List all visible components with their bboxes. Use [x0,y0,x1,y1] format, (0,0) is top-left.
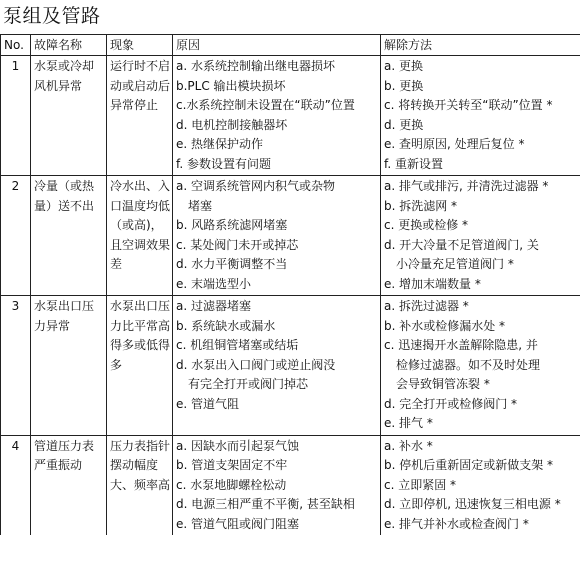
cause-item: d. 电机控制接触器坏 [176,117,288,132]
remedy-item: c. 更换或检修 * [384,218,469,232]
remedy-item: c. 将转换开关转至“联动”位置 * [384,98,553,112]
remedy-item: a. 更换 [384,59,423,73]
row-causes [173,296,381,436]
header-fault: 故障名称 [31,35,107,56]
row-causes [173,435,381,535]
cause-item: d. 水力平衡调整不当 [176,257,288,271]
cause-item: e. 管道气阻 [176,396,240,411]
remedy-item: e. 排气并补水或检查阀门 * [384,516,529,531]
row-fault [31,176,107,296]
cause-item: b. 管道支架固定不牢 [176,458,288,472]
remedy-item-continued: 小冷量充足管道阀门 * [396,257,514,271]
symptom-text: 冷水出、入口温度均低（或高)，且空调效果差 [110,179,171,271]
remedy-item: f. 重新设置 [384,156,443,171]
row-fault [31,296,107,436]
remedy-item: d. 完全打开或检修阀门 * [384,396,518,411]
remedy-item-continued: 检修过滤器。如不及时处理 [396,357,541,372]
cause-item-continued: 堵塞 [188,198,213,213]
cause-item: b. 风路系统滤网堵塞 [176,218,288,232]
remedy-item: a. 拆洗过滤器 * [384,299,469,313]
remedy-item: d. 开大冷量不足管道阀门, 关 [384,237,539,252]
cause-item: e. 管道气阻或阀门阻塞 [176,516,300,531]
remedy-item: b. 更换 [384,78,424,93]
row-causes [173,176,381,296]
row-symptom [107,176,173,296]
remedy-item: b. 停机后重新固定或新做支架 * [384,458,554,472]
cause-item: a. 空调系统管网内积气或杂物 [176,179,335,193]
cause-item: d. 电源三相严重不平衡, 甚至缺相 [176,497,355,511]
fault-text: 水泵或冷却风机异常 [34,59,95,93]
table-header-row [1,35,580,56]
cause-item: b. 系统缺水或漏水 [176,318,276,333]
cause-item: e. 热继保护动作 [176,137,264,151]
cause-item: a. 因缺水而引起泵气蚀 [176,438,299,453]
row-remedies [381,176,580,296]
symptom-text: 运行时不启动或启动后异常停止 [110,59,171,112]
row-symptom [107,296,173,436]
remedy-item: d. 立即停机, 迅速恢复三相电源 * [384,497,561,511]
remedy-item: b. 补水或检修漏水处 * [384,318,506,333]
remedy-item: e. 排气 * [384,416,433,430]
cause-item: c. 水泵地脚螺栓松动 [176,477,287,492]
remedy-item: e. 查明原因, 处理后复位 * [384,137,525,151]
remedy-item: b. 拆洗滤网 * [384,198,458,213]
remedy-item: c. 迅速揭开水盖解除隐患, 并 [384,338,538,352]
row-no: 1 [1,56,31,176]
cause-item: c.水系统控制未设置在“联动”位置 [176,98,355,112]
remedy-item: c. 立即紧固 * [384,477,457,492]
row-symptom [107,435,173,535]
row-remedies [381,56,580,176]
cause-item-continued: 有完全打开或阀门掉芯 [188,377,309,391]
row-fault [31,435,107,535]
cause-item: b.PLC 输出模块损坏 [176,78,286,93]
row-remedies [381,435,580,535]
header-remedy: 解除方法 [381,35,580,56]
fault-text: 管道压力表严重振动 [34,438,95,472]
table-row [1,56,580,176]
cause-item: c. 某处阀门未开或掉芯 [176,237,299,252]
row-no: 3 [1,296,31,436]
remedy-item: a. 补水 * [384,438,433,453]
cause-item: c. 机组铜管堵塞或结垢 [176,338,299,352]
table-row [1,176,580,296]
fault-table [0,34,580,535]
cause-item: a. 过滤器堵塞 [176,299,251,313]
row-no: 4 [1,435,31,535]
table-row [1,435,580,535]
table-row [1,296,580,436]
fault-text: 冷量（或热量）送不出 [34,179,95,213]
cause-item: f. 参数设置有问题 [176,156,271,171]
cause-item: e. 末端选型小 [176,276,252,291]
cause-item: d. 水泵出入口阀门或逆止阀没 [176,357,336,372]
remedy-item: a. 排气或排污, 并清洗过滤器 * [384,179,549,193]
header-symptom: 现象 [107,35,173,56]
header-cause: 原因 [173,35,381,56]
row-causes [173,56,381,176]
symptom-text: 压力表指针摆动幅度大、频率高 [110,438,171,492]
section-title: 泵组及管路 [3,5,101,27]
header-no: No. [1,35,31,56]
row-no: 2 [1,176,31,296]
symptom-text: 水泵出口压力比平常高得多或低得多 [110,299,171,372]
remedy-item-continued: 会导致铜管冻裂 * [396,377,490,391]
fault-text: 水泵出口压力异常 [34,299,95,333]
remedy-item: e. 增加末端数量 * [384,276,481,291]
row-remedies [381,296,580,436]
row-symptom [107,56,173,176]
remedy-item: d. 更换 [384,117,424,132]
row-fault [31,56,107,176]
cause-item: a. 水系统控制输出继电器损坏 [176,59,335,73]
